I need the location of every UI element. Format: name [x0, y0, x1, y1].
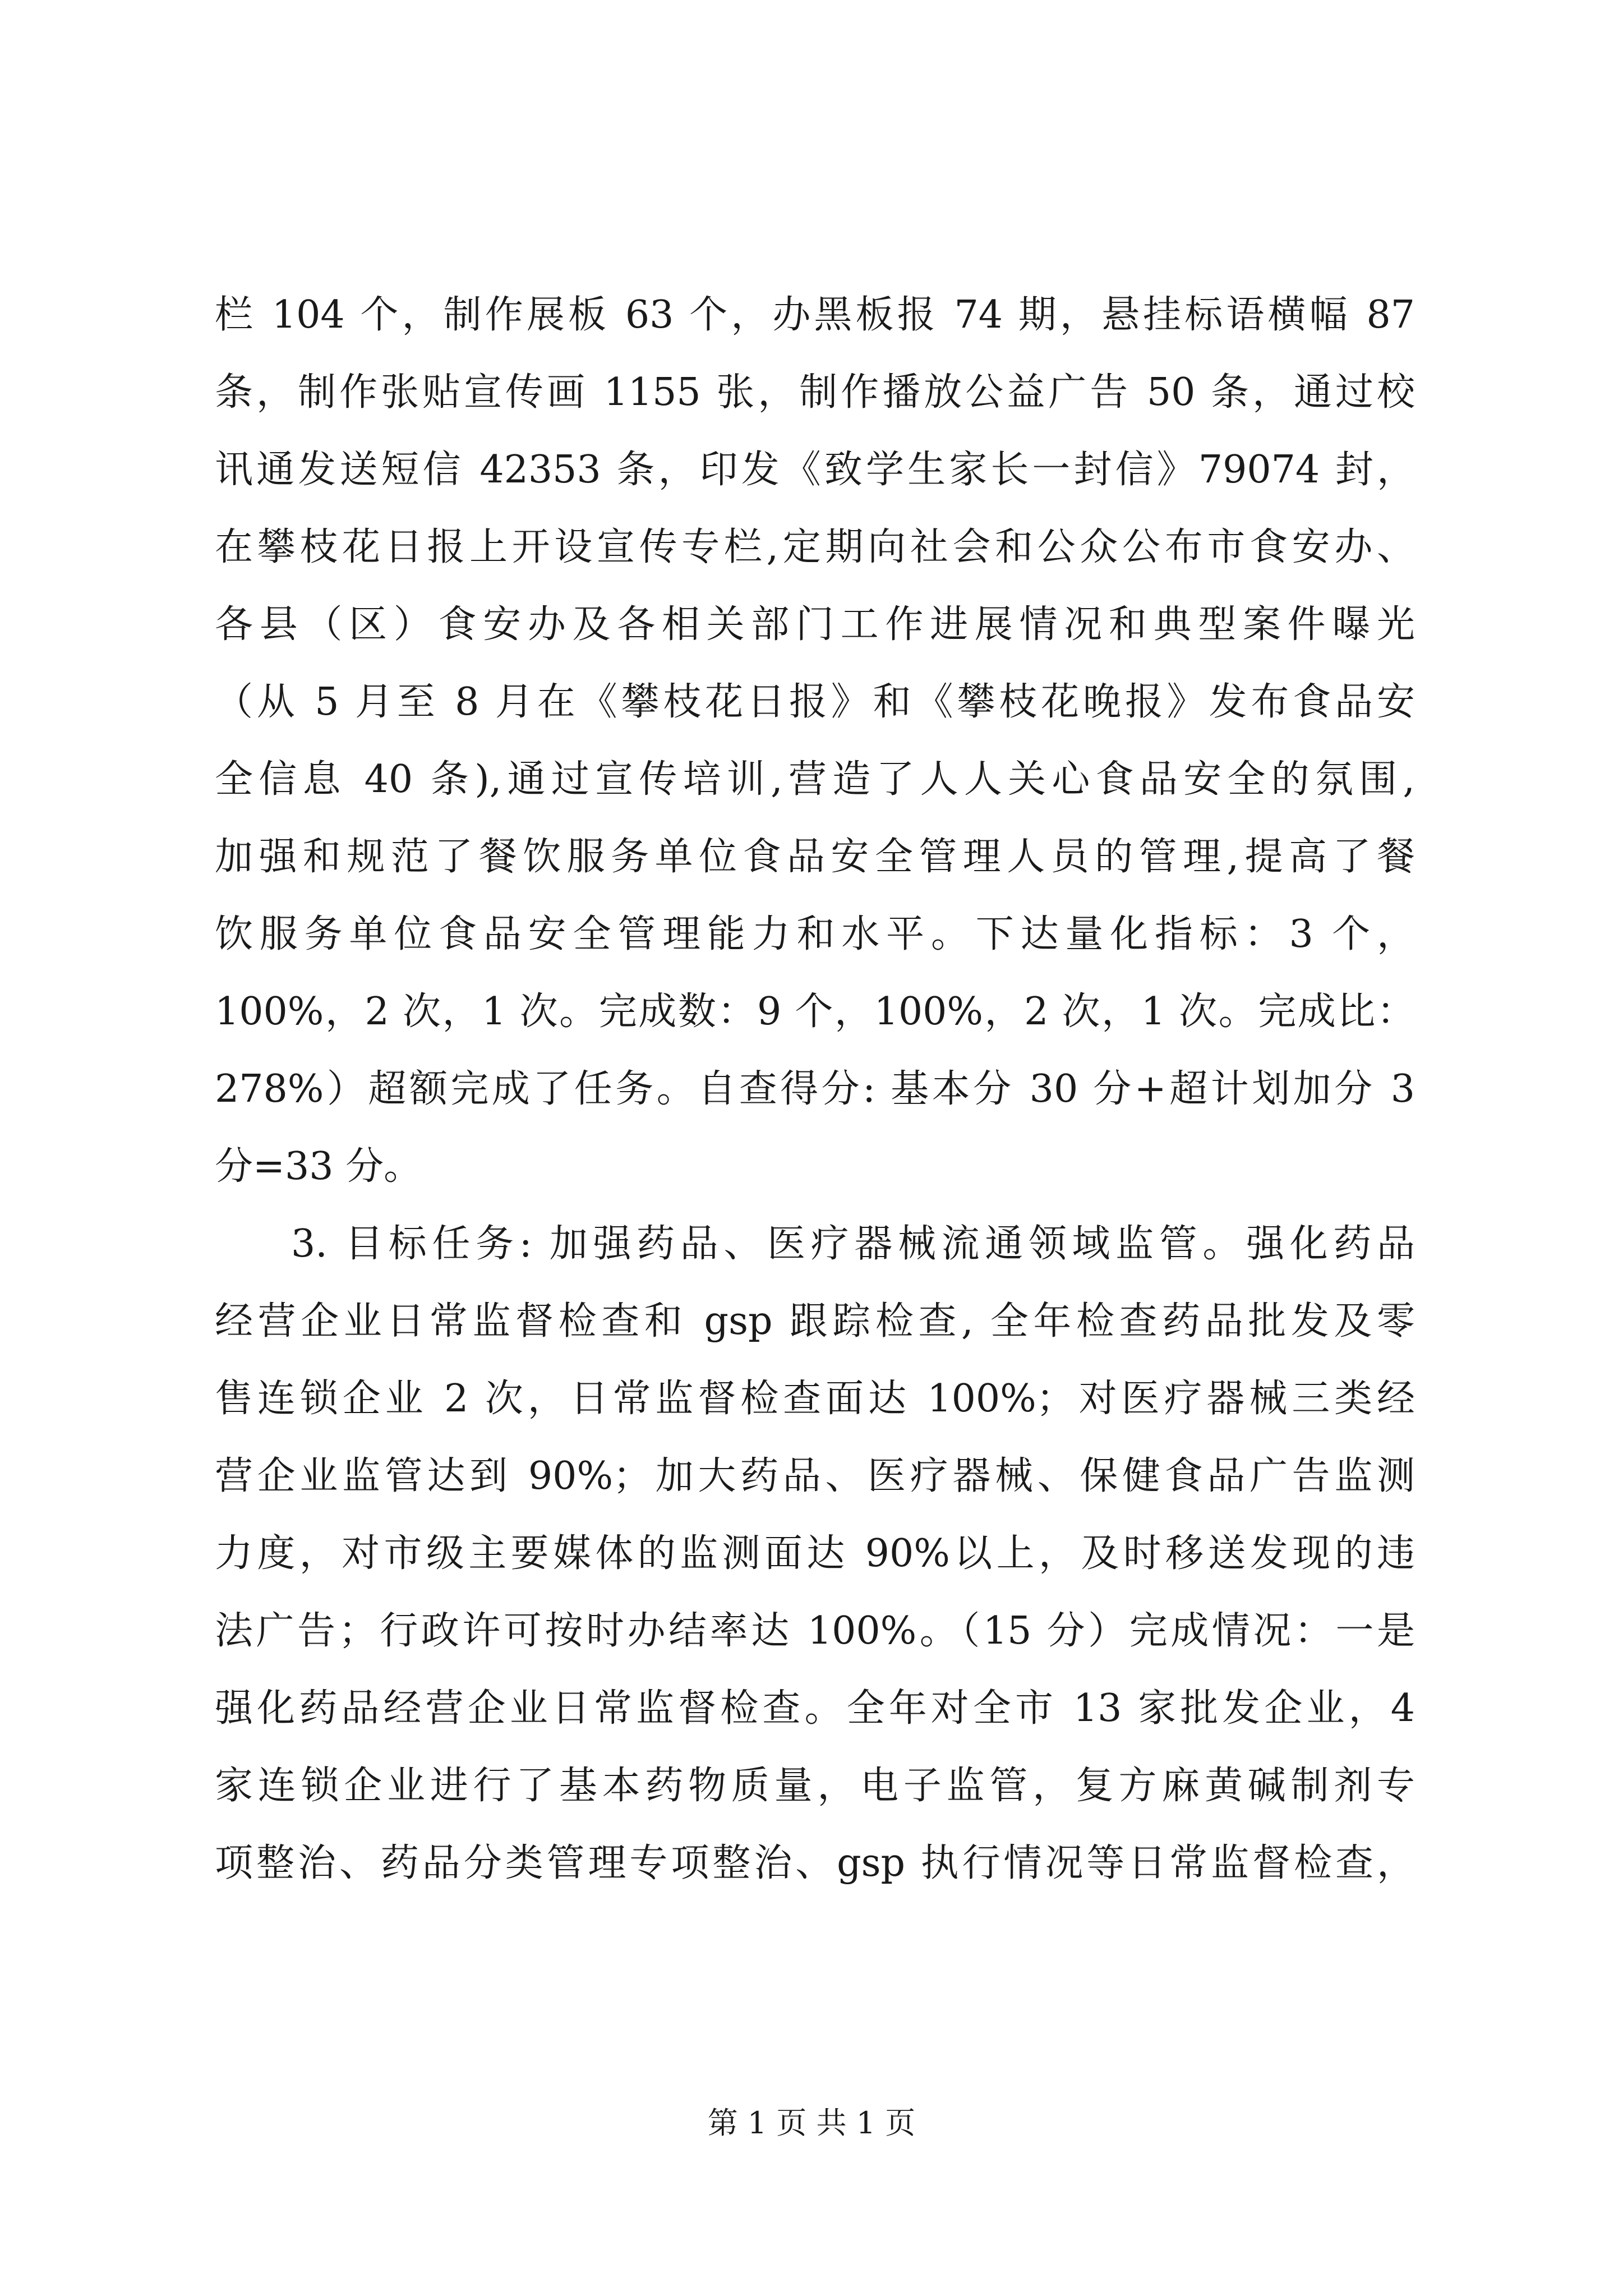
- text-line: （从 5 月至 8 月在《攀枝花日报》和《攀枝花晚报》发布食品安: [215, 680, 1415, 724]
- text-line: 法广告；行政许可按时办结率达 100%。（15 分）完成情况：一是: [215, 1609, 1415, 1653]
- text-line: 售连锁企业 2 次，日常监督检查面达 100%；对医疗器械三类经: [215, 1377, 1415, 1421]
- text-line: 强化药品经营企业日常监督检查。全年对全市 13 家批发企业，4: [215, 1686, 1415, 1731]
- text-line: 各县（区）食安办及各相关部门工作进展情况和典型案件曝光: [215, 602, 1415, 647]
- text-line: 加强和规范了餐饮服务单位食品安全管理人员的管理,提高了餐: [215, 835, 1415, 879]
- text-line: 在攀枝花日报上开设宣传专栏,定期向社会和公众公布市食安办、: [215, 525, 1415, 569]
- text-line: 力度，对市级主要媒体的监测面达 90%以上，及时移送发现的违: [215, 1531, 1415, 1576]
- text-line: 讯通发送短信 42353 条，印发《致学生家长一封信》79074 封，: [215, 448, 1415, 492]
- body-text: [215, 277, 1415, 1902]
- text-line: 项整治、药品分类管理专项整治、gsp 执行情况等日常监督检查，: [215, 1841, 1415, 1885]
- text-line: 营企业监管达到 90%；加大药品、医疗器械、保健食品广告监测: [215, 1454, 1415, 1498]
- text-line: 100%，2 次，1 次。完成数：9 个，100%，2 次，1 次。完成比：: [215, 990, 1415, 1034]
- text-line: 条，制作张贴宣传画 1155 张，制作播放公益广告 50 条，通过校: [215, 370, 1415, 415]
- text-line: 经营企业日常监督检查和 gsp 跟踪检查, 全年检查药品批发及零: [215, 1299, 1415, 1343]
- text-line: 栏 104 个，制作展板 63 个，办黑板报 74 期，悬挂标语横幅 87: [215, 293, 1415, 337]
- text-line: 278%）超额完成了任务。自查得分: 基本分 30 分+超计划加分 3: [215, 1067, 1415, 1111]
- page-footer: 第 1 页 共 1 页: [707, 2105, 916, 2141]
- text-line: 家连锁企业进行了基本药物质量，电子监管，复方麻黄碱制剂专: [215, 1764, 1415, 1808]
- text-line: 全信息 40 条),通过宣传培训,营造了人人关心食品安全的氛围,: [215, 757, 1415, 802]
- text-line: 饮服务单位食品安全管理能力和水平。下达量化指标：3 个，: [215, 912, 1415, 956]
- text-line: 3. 目标任务: 加强药品、医疗器械流通领域监管。强化药品: [291, 1222, 1415, 1266]
- text-line: 分=33 分。: [215, 1144, 422, 1189]
